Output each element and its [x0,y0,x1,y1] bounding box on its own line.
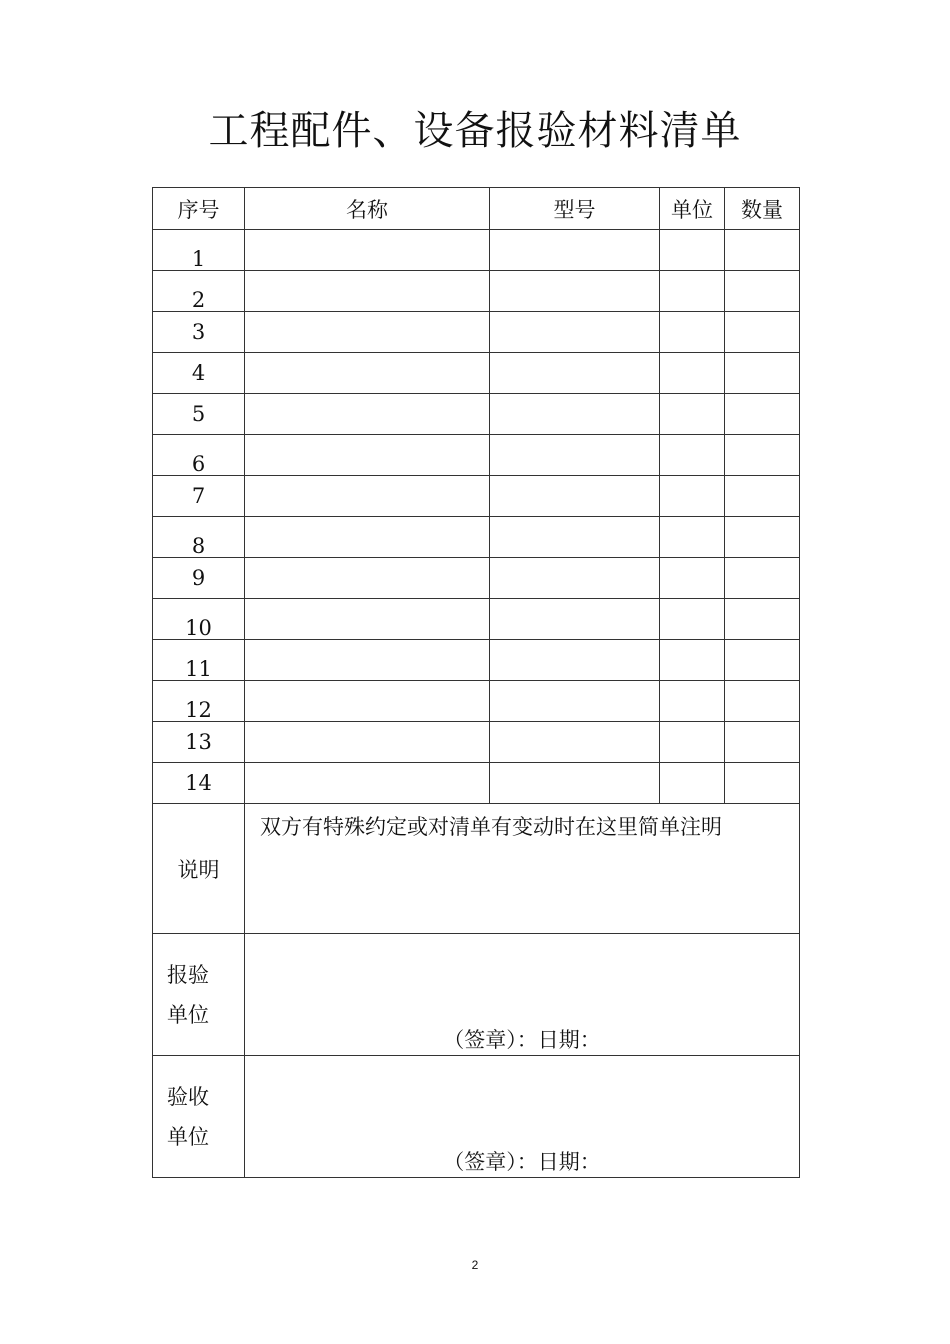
model-cell[interactable] [490,230,660,271]
unit-cell[interactable] [660,599,725,640]
materials-table [152,187,800,1178]
table-row [153,558,800,599]
model-cell[interactable] [490,599,660,640]
model-cell[interactable] [490,435,660,476]
quantity-cell[interactable] [725,763,800,804]
table-row [153,394,800,435]
model-cell[interactable] [490,763,660,804]
quantity-cell[interactable] [725,517,800,558]
report-unit-label-line2: 单位 [167,1002,209,1027]
name-cell[interactable] [245,681,490,722]
table-row [153,763,800,804]
unit-cell[interactable] [660,353,725,394]
model-cell[interactable] [490,312,660,353]
name-cell[interactable] [245,558,490,599]
unit-cell[interactable] [660,230,725,271]
name-cell[interactable] [245,763,490,804]
row-number: 11 [153,640,245,681]
name-cell[interactable] [245,722,490,763]
row-number: 13 [153,722,245,763]
accept-unit-row [153,1056,800,1178]
table-row [153,476,800,517]
table-row [153,722,800,763]
row-number: 2 [153,271,245,312]
name-cell[interactable] [245,640,490,681]
quantity-cell[interactable] [725,394,800,435]
report-unit-row [153,934,800,1056]
quantity-cell[interactable] [725,558,800,599]
row-number: 10 [153,599,245,640]
row-number: 7 [153,476,245,517]
name-cell[interactable] [245,435,490,476]
unit-cell[interactable] [660,640,725,681]
model-cell[interactable] [490,722,660,763]
unit-cell[interactable] [660,558,725,599]
unit-cell[interactable] [660,394,725,435]
note-row [153,804,800,934]
row-number: 3 [153,312,245,353]
unit-cell[interactable] [660,312,725,353]
row-number: 5 [153,394,245,435]
model-cell[interactable] [490,394,660,435]
row-number: 4 [153,353,245,394]
unit-cell[interactable] [660,681,725,722]
row-number: 1 [153,230,245,271]
name-cell[interactable] [245,312,490,353]
unit-cell[interactable] [660,517,725,558]
quantity-cell[interactable] [725,722,800,763]
name-cell[interactable] [245,271,490,312]
name-cell[interactable] [245,476,490,517]
header-quantity: 数量 [725,188,800,230]
name-cell[interactable] [245,353,490,394]
header-unit: 单位 [660,188,725,230]
unit-cell[interactable] [660,722,725,763]
table-row [153,435,800,476]
header-serial: 序号 [153,188,245,230]
document-title: 工程配件、设备报验材料清单 [208,108,742,154]
table-row [153,517,800,558]
note-label: 说明 [153,804,245,934]
name-cell[interactable] [245,394,490,435]
quantity-cell[interactable] [725,476,800,517]
page-number: 2 [471,1258,479,1272]
model-cell[interactable] [490,558,660,599]
accept-unit-label [153,1056,245,1178]
quantity-cell[interactable] [725,353,800,394]
table-row [153,353,800,394]
model-cell[interactable] [490,517,660,558]
unit-cell[interactable] [660,763,725,804]
table-header-row [153,188,800,230]
unit-cell[interactable] [660,271,725,312]
note-text[interactable]: 双方有特殊约定或对清单有变动时在这里简单注明 [245,804,800,934]
row-number: 12 [153,681,245,722]
header-name: 名称 [245,188,490,230]
name-cell[interactable] [245,230,490,271]
accept-unit-label-line2: 单位 [167,1124,209,1149]
quantity-cell[interactable] [725,640,800,681]
model-cell[interactable] [490,271,660,312]
quantity-cell[interactable] [725,312,800,353]
accept-unit-label-line1: 验收 [167,1084,209,1109]
model-cell[interactable] [490,476,660,517]
quantity-cell[interactable] [725,681,800,722]
quantity-cell[interactable] [725,599,800,640]
table-row [153,312,800,353]
model-cell[interactable] [490,681,660,722]
row-number: 9 [153,558,245,599]
name-cell[interactable] [245,517,490,558]
unit-cell[interactable] [660,435,725,476]
table-row [153,271,800,312]
report-unit-label [153,934,245,1056]
row-number: 8 [153,517,245,558]
quantity-cell[interactable] [725,271,800,312]
quantity-cell[interactable] [725,435,800,476]
row-number: 14 [153,763,245,804]
accept-unit-signature[interactable]: （签章）：日期： [245,1056,800,1178]
report-unit-label-line1: 报验 [167,962,209,987]
name-cell[interactable] [245,599,490,640]
table-row [153,681,800,722]
unit-cell[interactable] [660,476,725,517]
table-row [153,640,800,681]
header-model: 型号 [490,188,660,230]
report-unit-signature[interactable]: （签章）：日期： [245,934,800,1056]
row-number: 6 [153,435,245,476]
model-cell[interactable] [490,640,660,681]
table-row [153,599,800,640]
quantity-cell[interactable] [725,230,800,271]
table-row [153,230,800,271]
model-cell[interactable] [490,353,660,394]
